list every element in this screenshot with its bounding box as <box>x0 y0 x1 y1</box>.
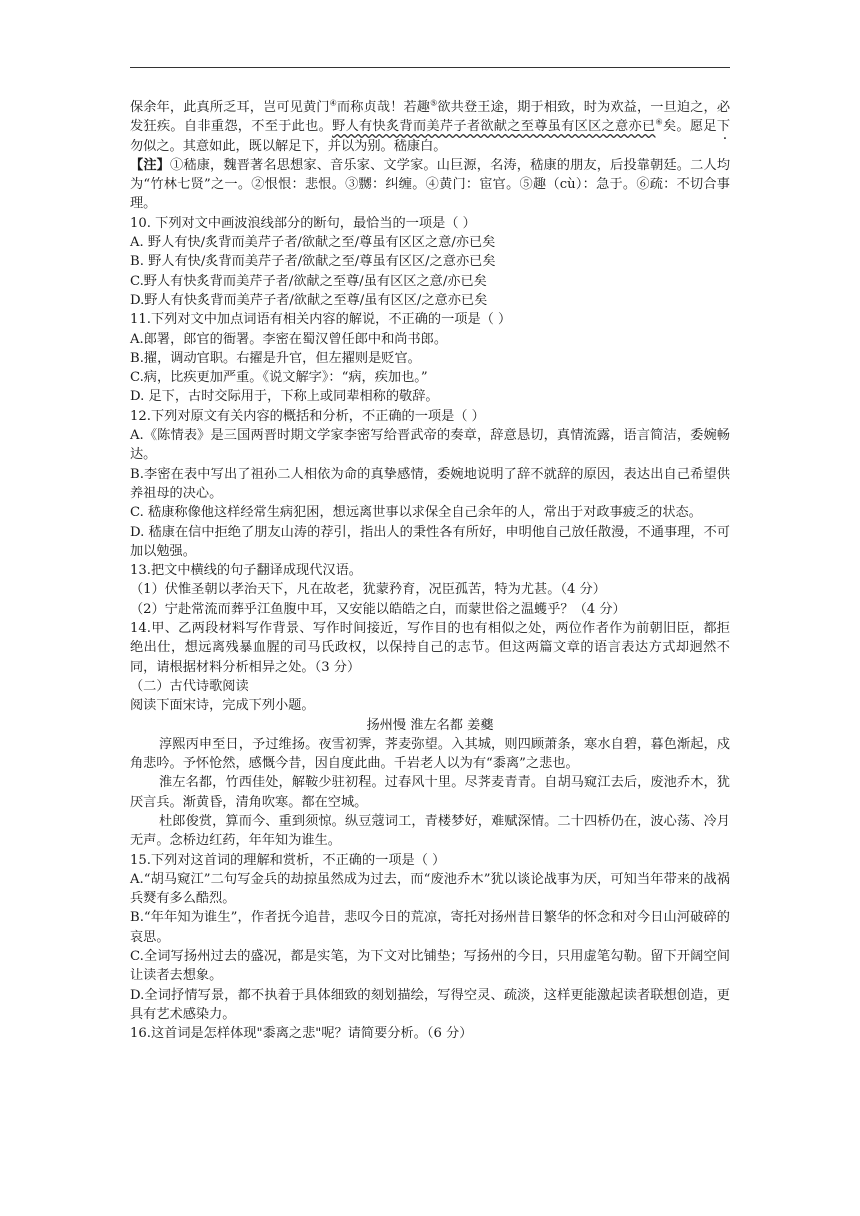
question-15-stem: 15.下列对这首词的理解和赏析，不正确的一项是（ ） <box>130 852 446 868</box>
question-12-option-d: D. 嵇康在信中拒绝了朋友山涛的荐引，指出人的秉性各有所好，申明他自己放任散漫，不通事理，不可加以勉强。 <box>130 524 730 559</box>
header-rule <box>130 67 730 68</box>
question-11-option-a: A.郎署，郎官的衙署。李密在蜀汉曾任郎中和尚书郎。 <box>130 331 448 347</box>
question-16-stem: 16.这首词是怎样体现"黍离之悲"呢？请简要分析。（6 分） <box>130 1026 473 1042</box>
question-15-option-a: A.“胡马窥江”二句写金兵的劫掠虽然成为过去，而“废池乔木”犹以谈论战事为厌，可知当年带来的战祸兵燹有多么酷烈。 <box>130 871 730 907</box>
question-12-option-c: C. 嵇康称像他这样经常生病犯困，想远离世事以求保全自己余年的人，常出于对政事疲乏的状态。 <box>130 505 702 521</box>
question-13-stem: 13.把文中横线的句子翻译成现代汉语。 <box>130 563 362 579</box>
question-14-stem: 14.甲、乙两段材料写作背景、写作时间接近，写作目的也有相似之处，两位作者作为前朝旧臣，都拒绝出仕，想远离残暴血腥的司马氏政权，以保持自己的志节。但这两篇文章的语言表达方式却迥然不同，请根据材料分析相异之处。（3 分） <box>130 621 730 675</box>
question-15-option-b: B.“年年知为谁生”，作者抚今追昔，悲叹今日的荒凉，寄托对扬州昔日繁华的怀念和对今日山河破碎的哀思。 <box>130 910 730 945</box>
exam-page <box>130 98 730 1044</box>
annotation-note: 【注】①嵇康，魏晋著名思想家、音乐家、文学家。山巨源，名涛，嵇康的朋友，后投靠朝廷。二人均为“竹林七贤”之一。②恨恨：悲恨。③嬲：纠缠。④黄门：宦官。⑤趣（cù）：急于。⑥疏：不切合事理。 <box>130 157 731 212</box>
question-11-option-b: B.擢，调动官职。右擢是升官，但左擢则是贬官。 <box>130 350 421 366</box>
question-11-option-c: C.病，比疾更加严重。《说文解字》：“病，疾加也。” <box>130 370 428 386</box>
question-10-option-c: C.野人有快炙背而美芹子者/欲献之至尊/虽有区区之意/亦已矣 <box>130 273 487 289</box>
question-13-item-1: （1）伏惟圣朝以孝治天下，凡在故老，犹蒙矜育，况臣孤苦，特为尤甚。（4 分） <box>130 582 606 598</box>
question-10-option-a: A. 野人有快/炙背而美芹子者/欲献之至/尊虽有区区之意/亦已矣 <box>130 235 496 251</box>
question-10-option-d: D.野人有快炙背而美芹子者/欲献之至尊/虽有区区/之意亦已矣 <box>130 292 488 308</box>
section-instruction: 阅读下面宋诗，完成下列小题。 <box>130 698 315 714</box>
section-heading: （二）古代诗歌阅读 <box>130 678 249 694</box>
dotted-word: 下 <box>716 119 731 135</box>
question-12-option-a: A.《陈情表》是三国两晋时期文学家李密写给晋武帝的奏章，辞意恳切，真情流露，语言简洁，委婉畅达。 <box>130 428 730 463</box>
question-15-option-d: D.全词抒情写景，都不执着于具体细致的刻划描绘，写得空灵、疏淡，这样更能激起读者联想创造，更具有艺术感染力。 <box>130 987 730 1022</box>
poem-preface: 淳熙丙申至日，予过维扬。夜雪初霁，荠麦弥望。入其城，则四顾萧条，寒水自碧，暮色渐起，戍角悲吟。予怀怆然，感慨今昔，因自度此曲。千岩老人以为有“黍离”之悲也。 <box>130 736 730 772</box>
question-10-option-b: B. 野人有快/炙背而美芹子者/欲献之至/尊虽有区区/之意亦已矣 <box>130 254 496 270</box>
question-12-option-b: B.李密在表中写出了祖孙二人相依为命的真挚感情，委婉地说明了辞不就辞的原因，表达出自己希望供养祖母的决心。 <box>130 466 730 501</box>
question-13-item-2: （2）宁赴常流而葬乎江鱼腹中耳，又安能以皓皓之白，而蒙世俗之温蠖乎？（4 分） <box>130 601 626 617</box>
question-12-stem: 12.下列对原文有关内容的概括和分析，不正确的一项是（ ） <box>130 408 485 424</box>
passage-tail: 保余年，此真所乏耳，岂可见黄门④而称贞哉！若趣⑤欲共登王途，期于相致，时为欢益，一旦迫之，必发狂疾。自非重怨，不至于此也。野人有快炙背而美芹子者欲献之至尊虽有区区之意亦已⑥矣。愿足下勿似之。其意如此，既以解足下，并以为别。嵇康白。 <box>130 98 731 154</box>
wavy-underlined-sentence: 野人有快炙背而美芹子者欲献之至尊虽有区区之意亦已 <box>332 119 656 135</box>
poem-title: 扬州慢 淮左名都 姜夔 <box>366 717 494 733</box>
question-10-stem: 10. 下列对文中画波浪线部分的断句，最恰当的一项是（ ） <box>130 215 476 231</box>
poem-stanza-2: 杜郎俊赏，算而今、重到须惊。纵豆蔻词工，青楼梦好，难赋深情。二十四桥仍在，波心荡、冷月无声。念桥边红药，年年知为谁生。 <box>130 813 730 849</box>
question-15-option-c: C.全词写扬州过去的盛况，都是实笔，为下文对比铺垫；写扬州的今日，只用虚笔勾勒。留下开阔空间让读者去想象。 <box>130 949 730 984</box>
poem-stanza-1: 淮左名都，竹西佳处，解鞍少驻初程。过春风十里。尽荠麦青青。自胡马窥江去后，废池乔木，犹厌言兵。渐黄昏，清角吹寒。都在空城。 <box>130 775 730 810</box>
question-11-stem: 11.下列对文中加点词语有相关内容的解说，不正确的一项是（ ） <box>130 312 512 328</box>
question-11-option-d: D. 足下，古时交际用于，下称上或同辈相称的敬辞。 <box>130 389 439 405</box>
